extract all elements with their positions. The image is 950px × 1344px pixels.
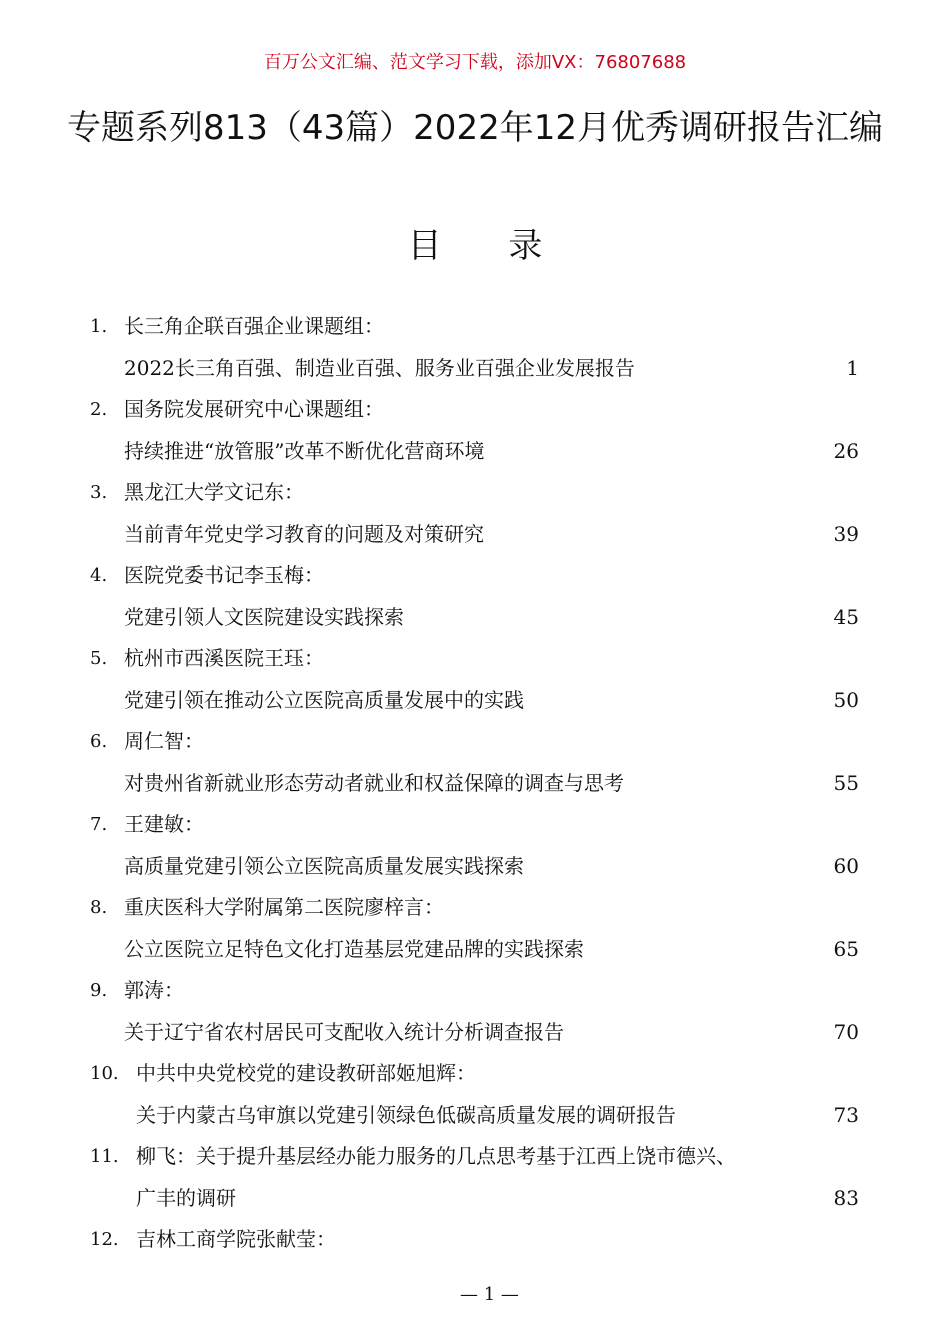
- toc-entry-title-line: [0, 763, 950, 805]
- toc-entry-title-line: [0, 597, 950, 639]
- toc-entry-number: 9.: [90, 980, 108, 1001]
- toc-entry-page: 39: [833, 521, 859, 546]
- document-title: 专题系列813（43篇）2022年12月优秀调研报告汇编: [67, 108, 883, 148]
- toc-entry-title-line: [0, 680, 950, 722]
- toc-entry-number: 2.: [90, 399, 108, 420]
- page-number-footer: — 1 —: [460, 1284, 519, 1305]
- toc-entry-author-line: [0, 306, 950, 348]
- toc-entry-author-line: [0, 555, 950, 597]
- toc-entry-title-line: [0, 1012, 950, 1054]
- toc-entry-author-line: [0, 1053, 950, 1095]
- toc-entry-author: 重庆医科大学附属第二医院廖梓言：: [124, 895, 444, 919]
- toc-entry-title: 持续推进“放管服”改革不断优化营商环境: [124, 438, 485, 463]
- toc-entry-title: 2022长三角百强、制造业百强、服务业百强企业发展报告: [124, 355, 635, 380]
- toc-entry-author: 柳飞：关于提升基层经办能力服务的几点思考基于江西上饶市德兴、: [136, 1144, 736, 1168]
- toc-entry-title-line: [0, 1178, 950, 1220]
- toc-entry-number: 5.: [90, 648, 108, 669]
- toc-entry-title: 党建引领在推动公立医院高质量发展中的实践: [124, 687, 524, 712]
- toc-entry-author-line: [0, 721, 950, 763]
- toc-entry-page: 60: [833, 853, 859, 878]
- toc-entry-title-line: [0, 929, 950, 971]
- toc-entry-title-line: [0, 1095, 950, 1137]
- table-of-contents: [0, 306, 950, 1261]
- toc-entry-number: 11.: [90, 1146, 119, 1167]
- toc-entry-title: 公立医院立足特色文化打造基层党建品牌的实践探索: [124, 936, 584, 961]
- toc-entry-page: 73: [833, 1102, 859, 1127]
- toc-entry-title-line: [0, 846, 950, 888]
- toc-entry-author: 吉林工商学院张献莹：: [136, 1227, 336, 1251]
- toc-entry-title: 当前青年党史学习教育的问题及对策研究: [124, 521, 484, 546]
- toc-entry-author-line: [0, 389, 950, 431]
- toc-entry-number: 12.: [90, 1229, 119, 1250]
- toc-entry-number: 6.: [90, 731, 108, 752]
- toc-entry-title-line: [0, 514, 950, 556]
- toc-entry-page: 65: [833, 936, 859, 961]
- toc-entry-author-line: [0, 472, 950, 514]
- toc-entry-author-line: [0, 970, 950, 1012]
- toc-entry-title: 对贵州省新就业形态劳动者就业和权益保障的调查与思考: [124, 770, 624, 795]
- toc-entry-author: 长三角企联百强企业课题组：: [124, 314, 384, 338]
- toc-entry-author-line: [0, 887, 950, 929]
- toc-entry-author: 国务院发展研究中心课题组：: [124, 397, 384, 421]
- toc-entry-page: 50: [833, 687, 859, 712]
- toc-entry-number: 7.: [90, 814, 108, 835]
- toc-entry-author: 中共中央党校党的建设教研部姬旭辉：: [136, 1061, 476, 1085]
- toc-entry-author-line: [0, 804, 950, 846]
- toc-entry-author: 周仁智：: [124, 729, 204, 753]
- toc-entry-author: 王建敏：: [124, 812, 204, 836]
- toc-entry-author: 杭州市西溪医院王珏：: [124, 646, 324, 670]
- toc-entry-title: 关于辽宁省农村居民可支配收入统计分析调查报告: [124, 1019, 564, 1044]
- toc-entry-page: 1: [846, 355, 859, 380]
- toc-entry-title: 高质量党建引领公立医院高质量发展实践探索: [124, 853, 524, 878]
- toc-entry-author-line: [0, 638, 950, 680]
- toc-entry-page: 45: [833, 604, 859, 629]
- toc-entry-page: 26: [833, 438, 859, 463]
- toc-entry-author-line: [0, 1136, 950, 1178]
- watermark-banner: 百万公文汇编、范文学习下载，添加VX：76807688: [263, 52, 687, 73]
- toc-entry-number: 8.: [90, 897, 108, 918]
- toc-entry-page: 55: [833, 770, 859, 795]
- toc-heading: 目 录: [407, 226, 571, 266]
- toc-entry-page: 70: [833, 1019, 859, 1044]
- toc-entry-number: 1.: [90, 316, 108, 337]
- toc-entry-title-line: [0, 431, 950, 473]
- toc-entry-author: 郭涛：: [124, 978, 184, 1002]
- toc-entry-title-line: [0, 348, 950, 390]
- toc-entry-title: 广丰的调研: [136, 1185, 236, 1210]
- toc-entry-author: 黑龙江大学文记东：: [124, 480, 304, 504]
- toc-entry-number: 10.: [90, 1063, 119, 1084]
- toc-entry-page: 83: [833, 1185, 859, 1210]
- toc-entry-title: 党建引领人文医院建设实践探索: [124, 604, 404, 629]
- toc-entry-number: 4.: [90, 565, 108, 586]
- toc-entry-author: 医院党委书记李玉梅：: [124, 563, 324, 587]
- toc-entry-title: 关于内蒙古乌审旗以党建引领绿色低碳高质量发展的调研报告: [136, 1102, 676, 1127]
- toc-entry-number: 3.: [90, 482, 108, 503]
- toc-entry-author-line: [0, 1219, 950, 1261]
